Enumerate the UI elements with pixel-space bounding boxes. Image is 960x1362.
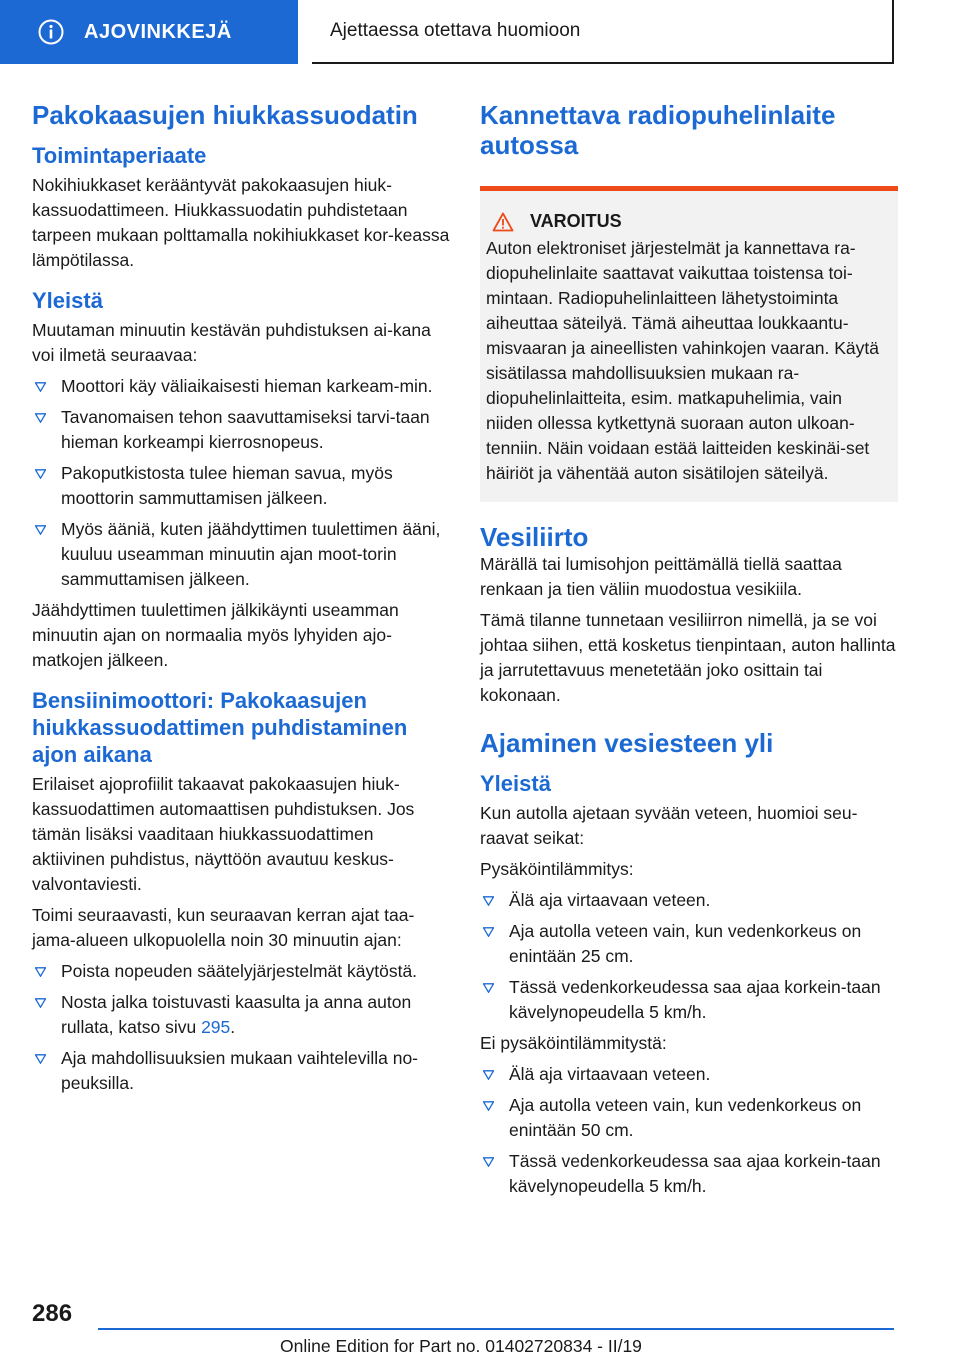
bullet-triangle-icon (483, 927, 494, 937)
warning-text: Auton elektroniset järjestelmät ja kannettava ra-diopuhelinlaite saattavat vaikuttaa toistensa toi-mintaan. Radiopuhelinlaitteen lähetystoiminta aiheuttaa säteilyä. Tämä aiheuttaa loukkaantu-misvaaran ja aineellisten vahinkojen vaaran. Käytä sisätilassa mahdollisuuksien mukaan ra-diopuhelinlaitteita, esim. matkapuhelimia, vain niiden ollessa kytkettynä suoraan auton ulkoan-tenniin. Näin voidaan estää laitteiden keskinäi-set häiriöt ja vähentää auton sisätilojen säteilyä. (486, 238, 880, 483)
paragraph-heater: Pysäköintilämmitys: (480, 859, 634, 879)
paragraph-aquaplaning-1: Märällä tai lumisohjon peittämällä tiellä saattaa renkaan ja tien väliin muodostua vesikiila. (480, 554, 842, 599)
bullet-triangle-icon (35, 413, 46, 423)
list-item: Pakoputkistosta tulee hieman savua, myös moottorin sammuttamisen jälkeen. (32, 461, 450, 511)
heading-water-crossing: Ajaminen vesiesteen yli (480, 728, 774, 758)
bullet-triangle-icon (35, 998, 46, 1008)
right-column (480, 100, 898, 1205)
section-label: AJOVINKKEJÄ (84, 20, 232, 43)
left-column (32, 100, 450, 1102)
bullet-triangle-icon (35, 382, 46, 392)
list-item: Tässä vedenkorkeudessa saa ajaa korkein-taan kävelynopeudella 5 km/h. (480, 975, 898, 1025)
list-item: Tässä vedenkorkeudessa saa ajaa korkein-taan kävelynopeudella 5 km/h. (480, 1149, 898, 1199)
info-icon (38, 19, 64, 45)
paragraph-aquaplaning-2: Tämä tilanne tunnetaan vesiliirron nimellä, ja se voi johtaa siihen, että kosketus tienpintaan, auton hallinta ja jarrutettavuus menetetään joko osittain tai kokonaan. (480, 610, 896, 705)
list-item: Aja autolla veteen vain, kun vedenkorkeus on enintään 50 cm. (480, 1093, 898, 1143)
edition-note: Online Edition for Part no. 01402720834 - II/19 (280, 1336, 642, 1356)
bullet-triangle-icon (35, 1054, 46, 1064)
page-reference-link[interactable]: 295 (201, 1017, 231, 1037)
paragraph-petrol-1: Erilaiset ajoprofiilit takaavat pakokaasujen hiuk-kassuodattimen automaattisen puhdistuksen. Jos tämän lisäksi vaaditaan hiukkassuodattimen aktiivinen puhdistus, näyttöön avautuu keskus-valvontaviesti. (32, 774, 415, 894)
paragraph-no-heater: Ei pysäköintilämmitystä: (480, 1033, 667, 1053)
heading-radio: Kannettava radiopuhelinlaite autossa (480, 100, 836, 160)
list-item: Aja mahdollisuuksien mukaan vaihtelevilla no-peuksilla. (32, 1046, 450, 1096)
warning-icon (492, 212, 514, 232)
paragraph-general: Muutaman minuutin kestävän puhdistuksen ai-kana voi ilmetä seuraavaa: (32, 320, 431, 365)
paragraph-principle: Nokihiukkaset kerääntyvät pakokaasujen hiuk-kassuodattimeen. Hiukkassuodatin puhdistetaan tarpeen mukaan polttamalla nokihiukkaset kor-keassa lämpötilassa. (32, 175, 450, 270)
heading-petrol-engine: Bensiinimoottori: Pakokaasujen hiukkassuodattimen puhdistaminen ajon aikana (32, 688, 408, 767)
section-tab[interactable] (0, 0, 298, 64)
warning-box (480, 186, 898, 502)
list-item: Älä aja virtaavaan veteen. (480, 888, 898, 913)
chapter-title: Ajettaessa otettava huomioon (312, 0, 894, 64)
paragraph-petrol-2: Toimi seuraavasti, kun seuraavan kerran ajat taa-jama-alueen ulkopuolella noin 30 minuutin ajan: (32, 905, 415, 950)
page-header (0, 0, 960, 68)
list-item: Tavanomaisen tehon saavuttamiseksi tarvi-taan hieman korkeampi kierrosnopeus. (32, 405, 450, 455)
list-item: Moottori käy väliaikaisesti hieman karkeam-min. (32, 374, 450, 399)
heading-principle: Toimintaperiaate (32, 143, 207, 168)
warning-title: VAROITUS (486, 211, 886, 232)
heading-aquaplaning: Vesiliirto (480, 522, 589, 552)
bullet-triangle-icon (483, 1070, 494, 1080)
page-number: 286 (32, 1300, 73, 1327)
bullet-triangle-icon (483, 983, 494, 993)
paragraph-fan: Jäähdyttimen tuulettimen jälkikäynti useamman minuutin ajan on normaalia myös lyhyiden ajo-matkojen jälkeen. (32, 600, 399, 670)
bullet-triangle-icon (483, 896, 494, 906)
page-footer (0, 1290, 960, 1362)
list-item: Poista nopeuden säätelyjärjestelmät käytöstä. (32, 959, 450, 984)
heading-general-right: Yleistä (480, 771, 551, 796)
list-item: Myös ääniä, kuten jäähdyttimen tuulettimen ääni, kuuluu useamman minuutin ajan moot-torin sammuttamisen jälkeen. (32, 517, 450, 592)
paragraph-water: Kun autolla ajetaan syvään veteen, huomioi seu-raavat seikat: (480, 803, 858, 848)
heading-particle-filter: Pakokaasujen hiukkassuodatin (32, 100, 418, 130)
list-item: Älä aja virtaavaan veteen. (480, 1062, 898, 1087)
bullet-triangle-icon (35, 469, 46, 479)
footer-divider (98, 1328, 894, 1330)
bullet-triangle-icon (483, 1101, 494, 1111)
bullet-triangle-icon (35, 967, 46, 977)
heading-general: Yleistä (32, 288, 103, 313)
list-item: Aja autolla veteen vain, kun vedenkorkeus on enintään 25 cm. (480, 919, 898, 969)
list-item: Nosta jalka toistuvasti kaasulta ja anna auton rullata, katso sivu 295. (32, 990, 450, 1040)
bullet-triangle-icon (483, 1157, 494, 1167)
bullet-triangle-icon (35, 525, 46, 535)
